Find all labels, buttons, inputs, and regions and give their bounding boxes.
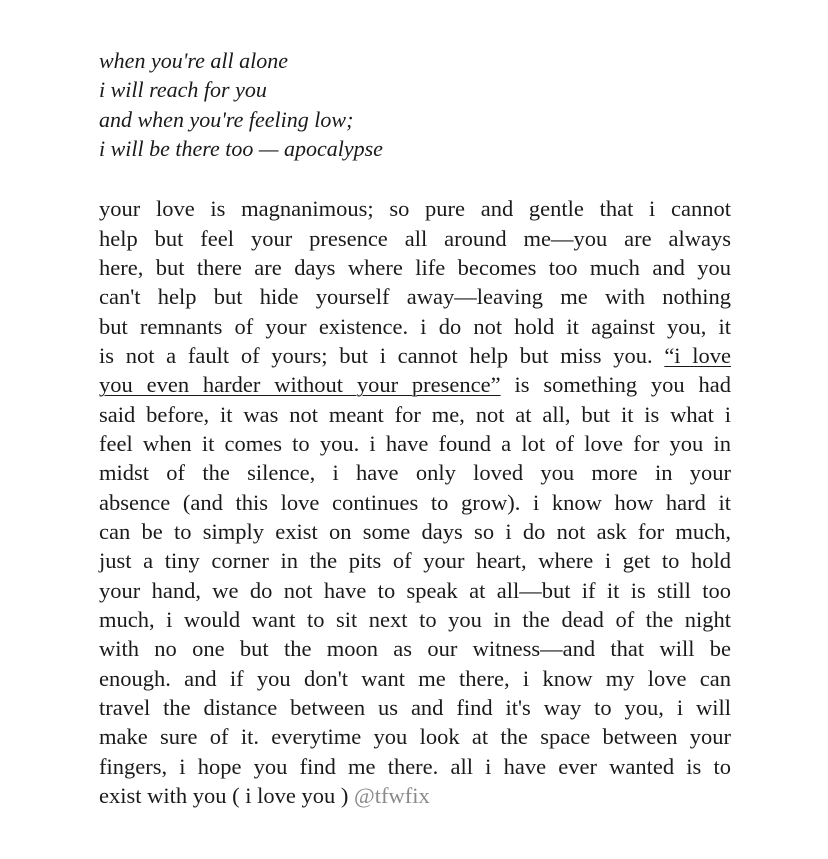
epigraph-line: and when you're feeling low; — [99, 106, 354, 132]
poem-page — [99, 46, 731, 810]
prose-line — [99, 341, 731, 370]
prose-text: is something you had — [514, 372, 732, 398]
prose-line: help but feel your presence all around me—you are always — [99, 225, 731, 251]
underlined-quote: you even harder without your presence” — [99, 372, 501, 398]
prose-line: your love is magnanimous; so pure and gentle that i cannot — [99, 196, 731, 222]
author-handle: @tfwfix — [353, 783, 430, 809]
prose-line: your hand, we do not have to speak at all—but if it is still too — [99, 577, 731, 603]
prose-line: enough. and if you don't want me there, i know my love can — [99, 665, 731, 691]
prose-body — [99, 194, 731, 810]
prose-line — [99, 370, 731, 399]
epigraph-line: when you're all alone — [99, 48, 289, 73]
prose-line: said before, it was not meant for me, not at all, but it is what i — [99, 401, 731, 427]
prose-line: here, but there are days where life becomes too much and you — [99, 254, 731, 280]
epigraph-line: i will reach for you — [99, 77, 267, 103]
prose-line: but remnants of your existence. i do not hold it against you, it — [99, 313, 731, 339]
prose-line: can't help but hide yourself away—leaving me with nothing — [99, 284, 731, 310]
prose-line: just a tiny corner in the pits of your heart, where i get to hold — [99, 548, 731, 574]
prose-line: much, i would want to sit next to you in the dead of the night — [99, 607, 731, 632]
prose-line: can be to simply exist on some days so i do not ask for much, — [99, 518, 731, 544]
prose-text: is not a fault of yours; but i cannot help but miss you. — [99, 342, 653, 368]
epigraph-line: i will be there too — apocalypse — [99, 135, 383, 161]
prose-text: exist with you ( i love you ) — [99, 783, 349, 809]
epigraph — [99, 46, 731, 163]
prose-line: with no one but the moon as our witness—and that will be — [99, 636, 731, 662]
prose-line: feel when it comes to you. i have found a lot of love for you in — [99, 430, 731, 456]
prose-line: absence (and this love continues to grow). i know how hard it — [99, 489, 731, 515]
prose-line: fingers, i hope you find me there. all i have ever wanted is to — [99, 753, 731, 779]
prose-line-last — [99, 781, 731, 810]
prose-line: midst of the silence, i have only loved you more in your — [99, 460, 731, 486]
underlined-quote: “i love — [664, 342, 731, 368]
prose-line: make sure of it. everytime you look at the space between your — [99, 724, 731, 750]
prose-line: travel the distance between us and find it's way to you, i will — [99, 695, 731, 721]
